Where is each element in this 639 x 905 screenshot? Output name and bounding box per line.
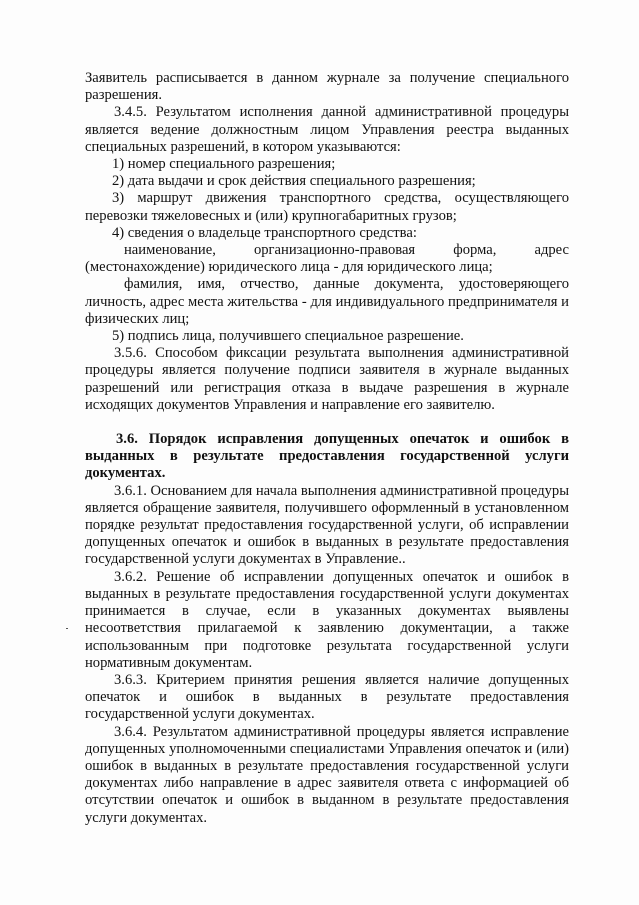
list-item-4-individual: фамилия, имя, отчество, данные документа, удостоверяющего личность, адрес места жительства - для индивидуального предпринимателя и физических лиц;: [85, 276, 569, 327]
list-item-3: 3) маршрут движения транспортного средства, осуществляющего перевозки тяжеловесных и (или) крупногабаритных грузов;: [85, 190, 569, 224]
paragraph-3-6-1: 3.6.1. Основанием для начала выполнения административной процедуры является обращение заявителя, получившего оформленный в установленном порядке результат предоставления государственной услуги, об исправлении допущенных опечаток и ошибок в выданных в результате предоставления государственной услуги документах в Управление..: [85, 482, 570, 568]
document-body: [85, 70, 569, 827]
paragraph-3-6-2: 3.6.2. Решение об исправлении допущенных опечаток и ошибок в выданных в результате предоставления государственной услуги документах принимается в случае, если в указанных документах выявлены несоответствия прилагаемой к заявлению документации, а также использованным при подготовке результата государственной услуги нормативным документам.: [85, 568, 569, 671]
scan-mark: [66, 628, 68, 629]
paragraph-3-4-5: 3.4.5. Результатом исполнения данной административной процедуры является ведение должностным лицом Управления реестра выданных специальных разрешений, в котором указываются:: [85, 104, 569, 155]
list-item-1: 1) номер специального разрешения;: [112, 156, 336, 173]
list-item-4-legal-entity: наименование, организационно-правовая форма, адрес (местонахождение) юридического лица - для юридического лица;: [85, 242, 569, 276]
list-item-5: 5) подпись лица, получившего специальное разрешение.: [112, 328, 464, 345]
paragraph-3-6-4: 3.6.4. Результатом административной процедуры является исправление допущенных уполномоченными специалистами Управления опечаток и (или) ошибок в выданных в результате предоставления государственной услуги документах либо направление в адрес заявителя ответа с информацией об отсутствии опечаток и ошибок в выданном в результате предоставления услуги документах.: [85, 723, 569, 826]
list-item-4: 4) сведения о владельце транспортного средства:: [112, 224, 417, 241]
section-heading-3-6: 3.6. Порядок исправления допущенных опечаток и ошибок в выданных в результате предоставления государственной услуги документах.: [85, 431, 569, 482]
list-item-2: 2) дата выдачи и срок действия специального разрешения;: [112, 173, 476, 190]
paragraph-3-6-3: 3.6.3. Критерием принятия решения является наличие допущенных опечаток и ошибок в выданных в результате предоставления государственной услуги документах.: [85, 671, 569, 723]
paragraph-signature-note: Заявитель расписывается в данном журнале за получение специального разрешения.: [85, 70, 569, 104]
paragraph-3-5-6: 3.5.6. Способом фиксации результата выполнения административной процедуры является получение подписи заявителя в журнале выданных разрешений или регистрация отказа в выдаче разрешения в журнале исходящих документов Управления и направление его заявителю.: [85, 345, 569, 413]
